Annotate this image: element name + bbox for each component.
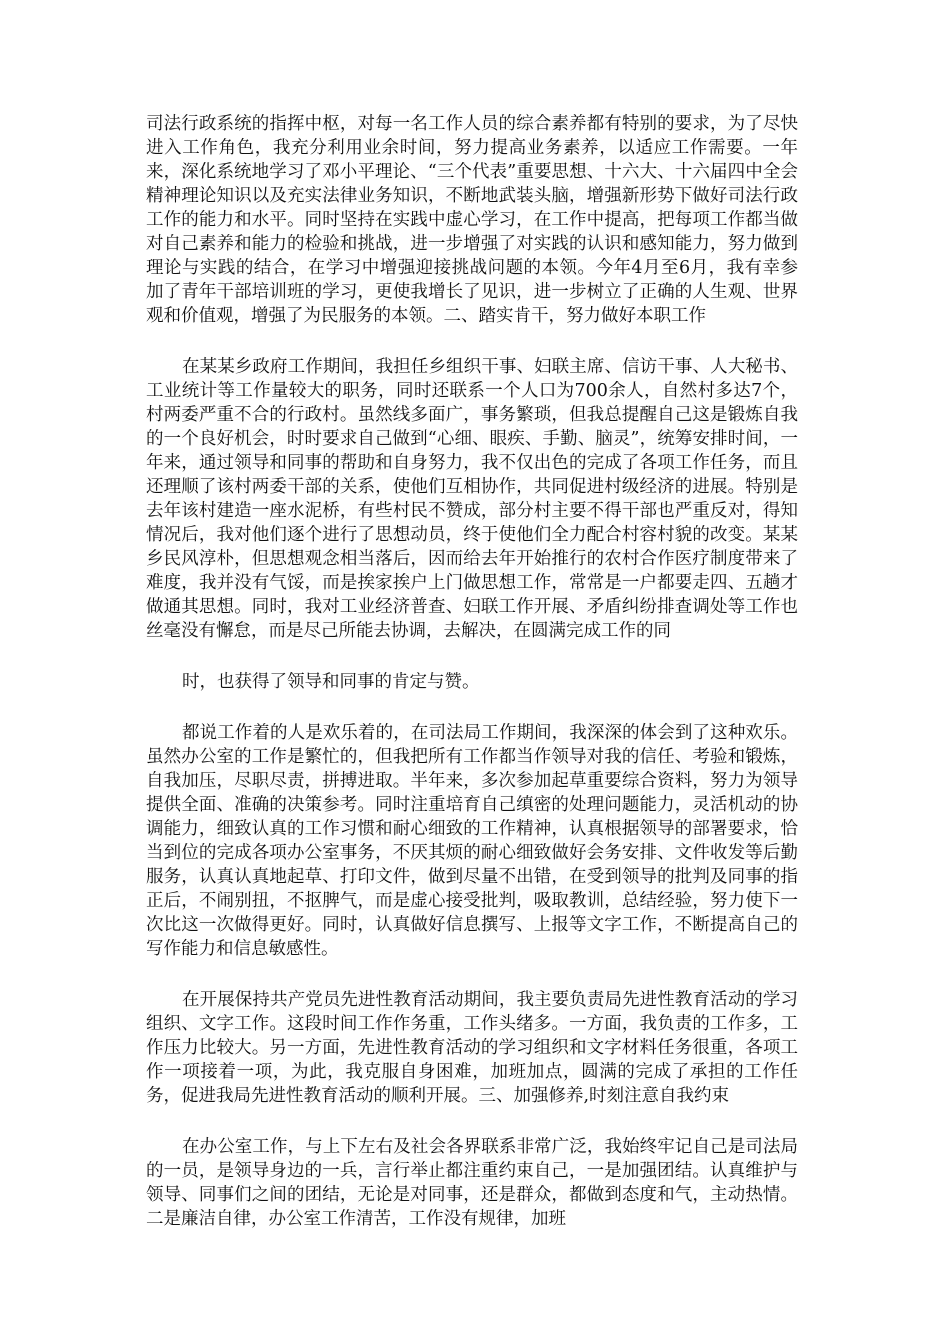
paragraph-study: 司法行政系统的指挥中枢，对每一名工作人员的综合素养都有特别的要求，为了尽快进入工作角色，我充分利用业余时间，努力提高业务素养，以适应工作需要。一年来，深化系统地学习了邓小平理论、“三个代表”重要思想、十六大、十六届四中全会精神理论知识以及充实法律业务知识，不断地武装头脑，增强新形势下做好司法行政工作的能力和水平。同时坚持在实践中虚心学习，在工作中提高，把每项工作都当做对自己素养和能力的检验和挑战，进一步增强了对实践的认识和感知能力，努力做到理论与实践的结合，在学习中增强迎接挑战问题的本领。今年4月至6月，我有幸参加了青年干部培训班的学习，更使我增长了见识，进一步树立了正确的人生观、世界观和价值观，增强了为民服务的本领。二、踏实肯干，努力做好本职工作 [146,114,798,326]
paragraph-township-work: 在某某乡政府工作期间，我担任乡组织干事、妇联主席、信访干事、人大秘书、工业统计等工作量较大的职务，同时还联系一个人口为700余人，自然村多达7个，村两委严重不合的行政村。虽然线多面广，事务繁琐，但我总提醒自己这是锻炼自我的一个良好机会，时时要求自己做到“心细、眼疾、手勤、脑灵”，统筹安排时间，一年来，通过领导和同事的帮助和自身努力，我不仅出色的完成了各项工作任务，而且还理顺了该村两委干部的关系，使他们互相协作，共同促进村级经济的进展。特别是去年该村建造一座水泥桥，有些村民不赞成，部分村主要不得干部也严重反对，得知情况后，我对他们逐个进行了思想动员，终于使他们全力配合村容村貌的改变。某某乡民风淳朴，但思想观念相当落后，因而给去年开始推行的农村合作医疗制度带来了难度，我并没有气馁，而是挨家挨户上门做思想工作，常常是一户都要走四、五趟才做通其思想。同时，我对工业经济普查、妇联工作开展、矛盾纠纷排查调处等工作也丝毫没有懈怠，而是尽己所能去协调，去解决，在圆满完成工作的同 [146,357,798,641]
paragraph-education-campaign: 在开展保持共产党员先进性教育活动期间，我主要负责局先进性教育活动的学习组织、文字工作。这段时间工作作务重，工作头绪多。一方面，我负责的工作多，工作压力比较大。另一方面，先进性教育活动的学习组织和文字材料任务很重，各项工作一项接着一项，为此，我克服自身困难，加班加点，圆满的完成了承担的工作任务，促进我局先进性教育活动的顺利开展。三、加强修养,时刻注意自我约束 [146,990,798,1106]
document-body [146,112,798,1231]
paragraph-self-discipline: 在办公室工作，与上下左右及社会各界联系非常广泛，我始终牢记自己是司法局的一员，是领导身边的一兵，言行举止都注重约束自己，一是加强团结。认真维护与领导、同事们之间的团结，无论是对同事，还是群众，都做到态度和气，主动热情。二是廉洁自律，办公室工作清苦，工作没有规律，加班 [146,1137,798,1229]
paragraph-recognition: 时，也获得了领导和同事的肯定与赞。 [182,672,480,692]
paragraph-justice-bureau: 都说工作着的人是欢乐着的，在司法局工作期间，我深深的体会到了这种欢乐。虽然办公室的工作是繁忙的，但我把所有工作都当作领导对我的信任、考验和锻炼，自我加压，尽职尽责，拼搏进取。半年来，多次参加起草重要综合资料，努力为领导提供全面、准确的决策参考。同时注重培育自己缜密的处理问题能力，灵活机动的协调能力，细致认真的工作习惯和耐心细致的工作精神，认真根据领导的部署要求，恰当到位的完成各项办公室事务，不厌其烦的耐心细致做好会务安排、文件收发等后勤服务，认真认真地起草、打印文件，做到尽量不出错，在受到领导的批判及同事的指正后，不闹别扭，不抠脾气，而是虚心接受批判，吸取教训，总结经验，努力使下一次比这一次做得更好。同时，认真做好信息撰写、上报等文字工作，不断提高自己的写作能力和信息敏感性。 [146,723,798,959]
